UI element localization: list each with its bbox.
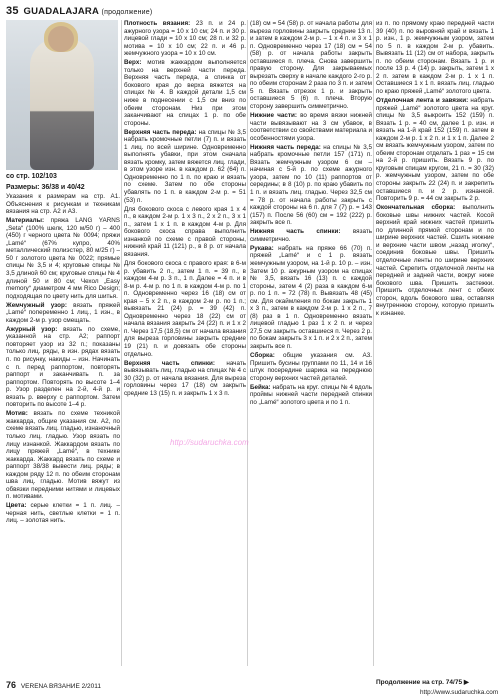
left-bevel-paragraph: Для бокового скоса с левого края 1 х 4 п., в каждом 2-м р. 1 х 3 п., 2 х 2 п., 3 х 1 п., затем 1 х 1 п. в каждом 4-м р. Для бокового скоса справа выполнить изнанкой по схеме с правой стороны, нижний край 11 (121) р., в 8 р. от начала вязания.	[124, 205, 246, 258]
gauge-paragraph	[124, 20, 246, 58]
ribbon-ties-label: Отделочная лента и завязки:	[376, 96, 469, 104]
pattern-subtitle: (продолжение)	[101, 9, 153, 16]
column-divider	[121, 20, 122, 666]
lower-back-text: вязать симметрично.	[250, 228, 372, 243]
page-number: 76	[6, 680, 17, 690]
lower-back-paragraph	[250, 228, 372, 243]
page-footer	[6, 680, 101, 690]
site-url[interactable]: http://www.sudaruchka.com	[420, 689, 499, 696]
pearl-pattern-text: вязать пряжей „Lamé“ попеременно 1 лиц., 1 изн., в каждом 2-м р. узор смещать.	[6, 301, 120, 324]
final-assembly-text: выполнить боковые швы нижних частей. Косой верхний край нижних частей пришить по длинной прямой сторонам и по ширине верхних частей. Сшить нижние и верхние части швом „назад иголку“, соединив боковые швы. Пришить отделочные ленты по ширине верхних частей. Скрепить отделочной ленты на передней и задней части, вокруг ниже бокового шва. Пришить застежки. Пришить отделочных лент с обеих сторон, вдоль бокового шва, оставляя внутреннюю сторону, которую пришить к изнанке.	[376, 204, 494, 317]
pearl-pattern-paragraph	[6, 302, 120, 325]
model-photo	[6, 20, 118, 170]
materials-label: Материалы:	[6, 217, 45, 225]
continued-paragraph-2: из п. по прямому краю передней части 39 (40) п. по выровняй край и вязать 1 р. изн., 1 р. жемчужным узором, затем по 5 п. в каждом 2-м р. убавить. Вывязать 11 (12) см от набора, закрыть п. по обеим сторонам. Вязать 1 р. и после 13 р. 4 (14) р. закрыть, затем 1 х 2 п. затем в каждом 2-м р. 1 х 1 п. Оставшиеся 1 х 1 п. вязать лиц. гладью по краю пряжей „Lamé“ золотого цвета.	[376, 20, 494, 95]
binding-label: Бейка:	[250, 383, 271, 391]
watermark-text: http://sudaruchka.com	[170, 438, 249, 447]
sleeves-paragraph	[250, 245, 372, 351]
upper-back-paragraph	[124, 360, 246, 398]
pattern-number: 35	[6, 5, 19, 17]
materials-text: пряжа LANG YARNS „Seta“ (100% шелк, 120 м/50 г) – 400 (450) г черного цвета № 0094; пряжи „Lamé“ (67% купро, 40% металлический полиэстер, 80 м/25 г) – 50 г золотого цвета № 0022; прямые спицы № 3,5 и 4; круговые спицы № 3,5 длиной 60 см; круговые спицы № 4 длиной 50 и 80 см; Чехол „Easy memory“ диаметром 4 мм Rico Design; подходящая по цвету нить для шитья.	[6, 217, 120, 300]
final-assembly-label: Окончательная сборка:	[376, 204, 456, 212]
upper-front-text: на спицы № 3,5 набрать кромочные петли (7) п. и вязать 1 лиц. по всей ширине. Одновременно выполнять убавки, при этом сначала вязать кромку, затем вяжется лиц. глади, в этом узоре изн. в каждом р. 62 (64) п. Одновременно по 1 п. по краю и вязать по схеме. Затем по обе стороны убавлять по 1 п. в каждом 2-м р. = 51 (53) п.	[124, 128, 246, 204]
binding-text: набрать на круг. спицы № 4 вдоль проймы нижней части передней спинки по „Lamé“ золотого цвета и по 1 п.	[250, 383, 372, 406]
gauge-label: Плотность вязания:	[124, 20, 191, 27]
lower-parts-text: во время вязки нижней части вывязывают на 3 см убавок, в соответствии со свойствами материала и особенностями узора.	[250, 112, 372, 142]
magazine-name: VERENA ВЯЗАНИЕ 2/2011	[20, 683, 101, 690]
lower-parts-paragraph	[250, 112, 372, 142]
upper-back-label: Верхняя часть спинки:	[124, 359, 215, 367]
binding-paragraph	[250, 384, 372, 407]
column-4	[376, 20, 494, 666]
continuation-note: Продолжение на стр. 74/75 ▶	[376, 679, 469, 686]
source-pages: со стр. 102/103	[6, 173, 57, 180]
lower-front-text: на спицы № 3,5 набрать кромочные петли 157 (171) п. Вязать жемчужным узором 6 см – начиная с 5-й р. по схеме ажурного узора, затем по 10 (11) раппортов от середины; в 8 (10) р. по краю убавить по 1 п. и вязать лиц. гладью. Через 32,5 см = 78 р. от начала работы закрыть с каждой стороны на 6 п. для 7 (7) р. = 143 (157) п. После 56 (60) см = 192 (222) р. закрыть все п.	[250, 143, 372, 227]
motif-text: вязать по схеме техникой жаккарда, общие указания см. А2, по схеме вязать лиц. гладью, изнаночный только лиц. гладью. Узор вязать по лицу изнанкой. Жаккардом вязать по лицу пряжей „Lamé“, в технике жаккарда. Жаккард вязать по схеме и раппорт 38/38 вывести лиц. ряды; в каждом ряду 12 п. по обеим сторонам шва лиц. гладью. Мотив вяжут из обвязки передними нитями и лицевых п. мотивами.	[6, 410, 120, 501]
motif-label: Мотив:	[6, 410, 28, 418]
column-1	[6, 172, 120, 666]
model-figure	[30, 38, 94, 170]
assembly-paragraph	[250, 352, 372, 382]
lower-front-paragraph	[250, 144, 372, 227]
materials-paragraph	[6, 217, 120, 300]
top-label: Верх:	[124, 59, 142, 67]
ribbon-ties-paragraph	[376, 97, 494, 203]
model-head	[48, 26, 74, 52]
top-paragraph	[124, 59, 246, 127]
pearl-pattern-label: Жемчужный узор:	[6, 301, 67, 309]
sleeves-text: набрать на пряже 66 (70) п. пряжей „Lamé“ и с 1 р. вязать жемчужным узором, на 1-й р. 10 р. – изн. Затем 10 р. ажурным узором на спицах № 3,5, вязать 16 (13) п. с каждой стороны, затем 4 (2) раза в каждом 6-м р. по 1 п. = 72 (78) п. Вывязать 48 (45) см. Для окаймления по бокам закрыть 1 х 3 п., затем в каждом 2-м р. 1 х 2 п., 7 (8) раз в 1 п. Одновременно вязать лицевой гладью 1 раз 1 х 2 п. и через 27,5 см закрыть оставшиеся п. Через 2 р. по бокам закрыть 3 х 1 п. и 2 х 2 п., затем закрыть все п.	[250, 244, 372, 350]
column-divider	[373, 20, 374, 666]
lower-parts-label: Нижние части:	[250, 112, 297, 120]
colors-label: Цвета:	[6, 502, 27, 510]
upper-front-label: Верхняя часть переда:	[124, 128, 197, 136]
upper-back-text: начать вывязывать лиц. гладью на спицах № 4 с 30 (32) р. от начала вязания. Для выреза горловины через 17 (18) см закрыть средние 13 (15) п. и закрыть 1 х 3 п.	[124, 359, 246, 397]
colors-paragraph	[6, 502, 120, 525]
lace-pattern-text: вязать по схеме, указанной на стр. А2; раппорт повторяет узор из 32 п.; показаны только лиц. ряды, в изн. рядах вязать п. по рисунку, накиды – изн. Начинать с п. перед раппортом, повторять раппорт и заканчивать п. за раппортом. Повторять по высоте 1–4 р. Узор разделен на 2-й, 4-й р. и вязать p. вверху с раппортом. Затем повторить по высоте 1–4 р.	[6, 325, 120, 409]
assembly-text: общие указания см. А3. Пришить бусины группами по 11, 14 и 16 штук посередине шарика на переднюю сторону верхних частей деталей.	[250, 352, 372, 382]
right-bevel-paragraph: Для бокового скоса с правого края: в 6-м р. убавить 2 п., затем 1 п. = 39 п., в каждом 4-м р. 3 п., 1 п. Далее = 4 п. и в 8-м р. 4-м р. по 1 п. в каждом 4-м р. по 1 п. Одновременно через 16 (18) см от края – 5 х 2 п., в каждом 2-м р. по 1 п.; вывязать 21 (24) р. = 39 (42) п. Одновременно через 18 (22) см от начала вязания закрыть 24 (22) п. и 1 х 2 п. Через 17,5 (18,5) см от начала вязания для выреза горловины закрыть средние 19 (21) п. и довязать обе стороны отдельно.	[124, 259, 246, 358]
upper-front-paragraph	[124, 129, 246, 204]
lace-pattern-label: Ажурный узор:	[6, 325, 58, 333]
column-3	[250, 20, 372, 666]
sizes-heading: Размеры: 36/38 и 40/42	[6, 183, 85, 191]
sizes-note: Указания к размерам на стр. А1. Объяснения к рисункам и техникам вязания на стр. А2 и А3.	[6, 193, 120, 216]
sleeves-label: Рукава:	[250, 244, 274, 252]
final-assembly-paragraph	[376, 204, 494, 317]
colors-text: серые клетки = 1 п. лиц. – черная нить, светлые клетки = 1 п. лиц. – золотая нить.	[6, 502, 120, 525]
lower-back-label: Нижняя часть спинки:	[250, 228, 341, 236]
column-2	[124, 20, 246, 666]
gauge-text: 23 п. и 24 р. ажурного узора = 10 х 10 см; 24 п. и 30 р. лицевой глади = 10 х 10 см; 28 п. и 32 р. мотива = 10 х 10 см; 22 п. и 46 р. жемчужного узора = 10 х 10 см.	[124, 20, 246, 58]
continued-paragraph: (18) см = 54 (58) р. от начала работы для выреза горловины закрыть средние 13 п. и затем в каждом 2-м р. – 1 х 4 п. и 3 х 1 п. Одновременно через 17 (18) см = 54 (58) р. от начала работы закрыть оставшиеся п. плеча. Снова завершить правую сторону. Для закрываемых вырезать сверху в начале каждого 2-го р. по обеим сторонам 2 раза по 3 п. и затем 5 п. Вязать отрезок 1 р. и закрыть оставшиеся 5 (6) п. плеча. Вторую сторону завершить симметрично.	[250, 20, 372, 111]
ribbon-ties-text: набрать пряжей „Lamé“ золотого цвета на круг. спицы № 3,5 выкроить 152 (159) п. Вязать 1 р. = 40 см, далее 1 р. изн. и вязать на 1-й край 152 (159) п. затем в каждом 2-м р. 1 х 2 п. и 1 х 1 п. Далее 2 см вязать жемчужным узором, затем по обеим сторонам отделать 1 раз = 15 см на 2-й р. пришить. Вязать 9 р. по круговым спицам кругом, 21 п. = 30 (32) р. жемчужным узором, затем по обе стороны закрыть 22 (24) п. и закрепить оставшиеся п. и 2 р. изнанкой. Повторить 9 р. = 44 см закрыть 2 р.	[376, 96, 494, 203]
motif-paragraph	[6, 410, 120, 501]
column-divider	[247, 20, 248, 666]
top-text: мотив жаккардом выполняется только на верхней части переда. Верхняя часть переда, а спинка от бокового края до верха вяжется на спицах № 4. В каждой детали 1,5 см ниже в поднесении с 1,5 см вниз по обеим сторонам. Низ при этом заканчивают на спицах 1 р. по обе стороны.	[124, 59, 246, 127]
assembly-label: Сборка:	[250, 352, 275, 360]
pattern-title: GUADALAJARA	[23, 6, 99, 17]
lace-pattern-paragraph	[6, 326, 120, 409]
page-header	[6, 5, 152, 17]
lower-front-label: Нижняя часть переда:	[250, 143, 321, 151]
